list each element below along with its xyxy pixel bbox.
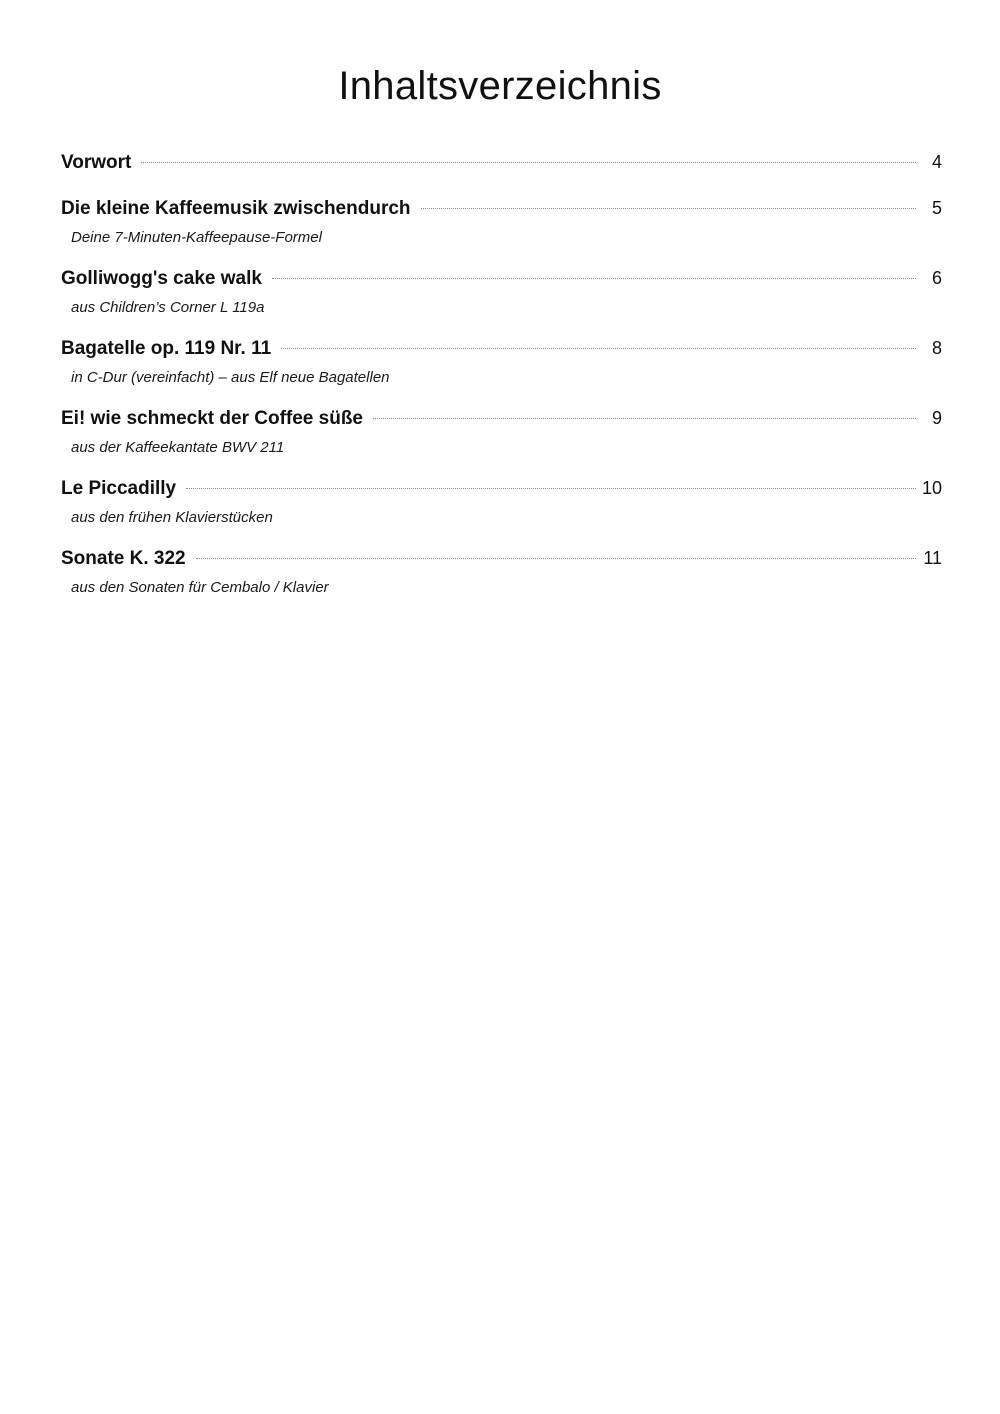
toc-entry-title: Ei! wie schmeckt der Coffee süße [61, 408, 363, 429]
toc-entry-line [61, 478, 942, 506]
toc-entry-line [61, 152, 942, 180]
toc-entry-coffee[interactable] [61, 408, 942, 460]
dot-leader [186, 488, 916, 489]
toc-entry-subtitle: Deine 7-Minuten-Kaffeepause-Formel [71, 229, 322, 246]
dot-leader [421, 208, 916, 209]
toc-entry-page-number: 6 [931, 268, 942, 288]
toc-entry-page-number: 5 [931, 198, 942, 218]
toc-entry-line [61, 268, 942, 296]
toc-entry-subtitle: aus der Kaffeekantate BWV 211 [71, 439, 285, 456]
toc-entry-page-number: 8 [931, 338, 942, 358]
toc-entry-page-number: 9 [931, 408, 942, 428]
toc-entry-line [61, 408, 942, 436]
toc-entry-title: Die kleine Kaffeemusik zwischendurch [61, 198, 411, 219]
toc-entry-subtitle: aus Children’s Corner L 119a [71, 299, 265, 316]
toc-entry-title: Sonate K. 322 [61, 548, 186, 569]
toc-entry-title: Golliwogg's cake walk [61, 268, 262, 289]
dot-leader [373, 418, 916, 419]
toc-entry-subtitle: aus den frühen Klavierstücken [71, 509, 273, 526]
toc-entry-kaffeemusik[interactable] [61, 198, 942, 250]
toc-entry-page-number: 4 [931, 152, 942, 172]
toc-entry-page-number: 11 [923, 548, 942, 568]
toc-entry-subtitle: in C-Dur (vereinfacht) – aus Elf neue Bagatellen [71, 369, 390, 386]
dot-leader [281, 348, 916, 349]
toc-entry-vorwort[interactable] [61, 152, 942, 180]
toc-entry-golliwogg[interactable] [61, 268, 942, 320]
toc-entry-sonate[interactable] [61, 548, 942, 600]
toc-entry-line [61, 338, 942, 366]
page-title: Inhaltsverzeichnis [338, 64, 662, 108]
table-of-contents [61, 152, 942, 600]
toc-entry-title: Bagatelle op. 119 Nr. 11 [61, 338, 272, 359]
toc-entry-piccadilly[interactable] [61, 478, 942, 530]
toc-entry-line [61, 198, 942, 226]
toc-entry-subtitle: aus den Sonaten für Cembalo / Klavier [71, 579, 329, 596]
toc-entry-bagatelle[interactable] [61, 338, 942, 390]
dot-leader [196, 558, 916, 559]
toc-entry-title: Le Piccadilly [61, 478, 177, 499]
toc-entry-page-number: 10 [921, 478, 942, 498]
toc-entry-title: Vorwort [61, 152, 132, 173]
toc-entry-line [61, 548, 942, 576]
dot-leader [141, 162, 916, 163]
dot-leader [272, 278, 916, 279]
